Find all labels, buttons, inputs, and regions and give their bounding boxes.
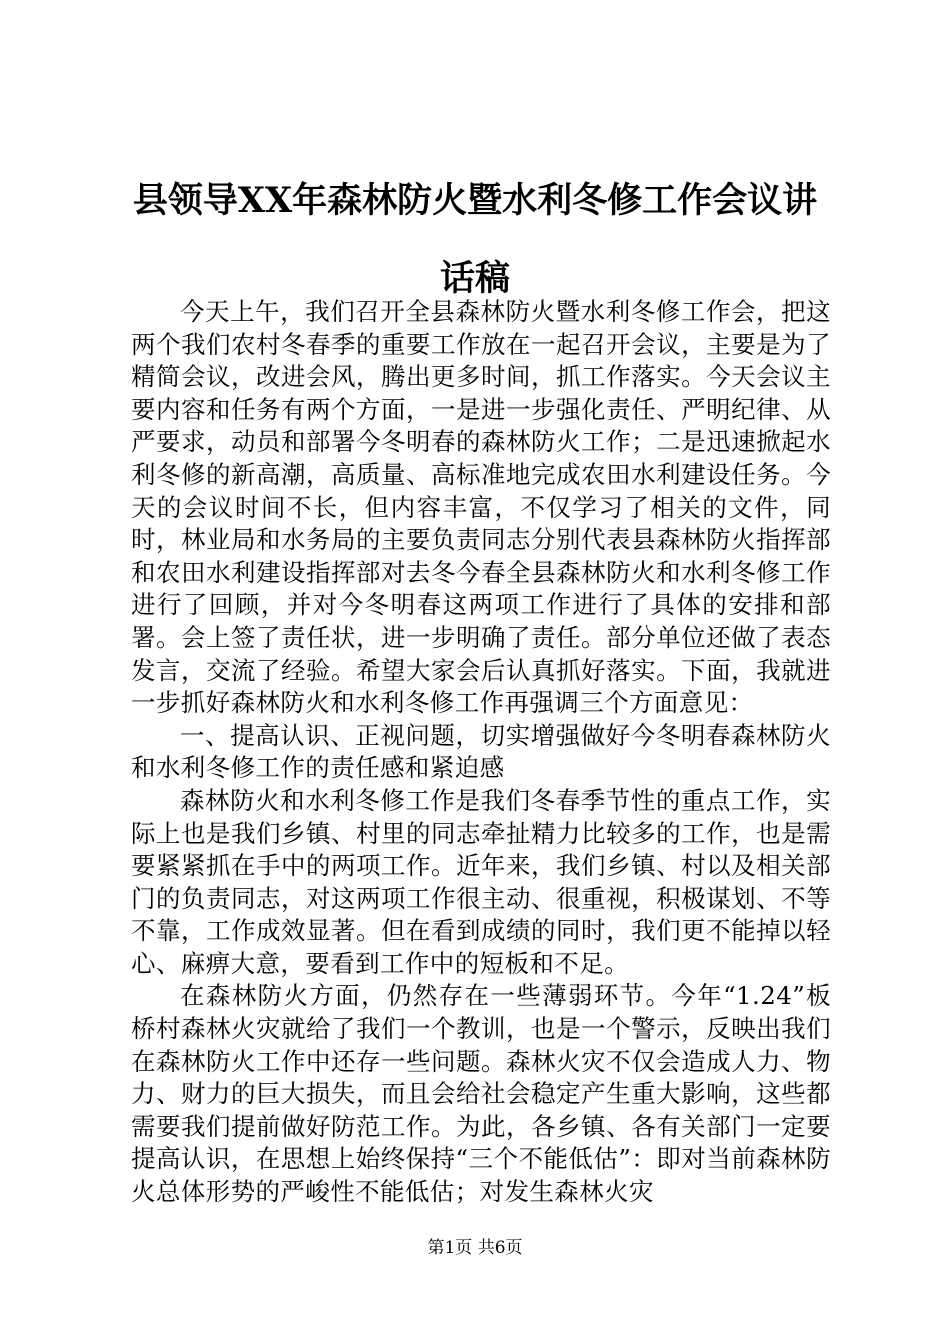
document-body: [131, 296, 831, 1209]
paragraph: 森林防火和水利冬修工作是我们冬春季节性的重点工作，实际上也是我们乡镇、村里的同志牵扯精力比较多的工作，也是需要紧紧抓在手中的两项工作。近年来，我们乡镇、村以及相关部门的负责同志，对这两项工作很主动、很重视，积极谋划、不等不靠，工作成效显著。但在看到成绩的同时，我们更不能掉以轻心、麻痹大意，要看到工作中的短板和不足。: [131, 785, 831, 978]
page-footer: 第1页 共6页: [427, 1238, 523, 1258]
document-title: 县领导XX年森林防火暨水利冬修工作会议讲话稿: [132, 180, 818, 299]
paragraph: 今天上午，我们召开全县森林防火暨水利冬修工作会，把这两个我们农村冬春季的重要工作放在一起召开会议，主要是为了精简会议，改进会风，腾出更多时间，抓工作落实。今天会议主要内容和任务有两个方面，一是进一步强化责任、严明纪律、从严要求，动员和部署今冬明春的森林防火工作；二是迅速掀起水利冬修的新高潮，高质量、高标准地完成农田水利建设任务。今天的会议时间不长，但内容丰富，不仅学习了相关的文件，同时，林业局和水务局的主要负责同志分别代表县森林防火指挥部和农田水利建设指挥部对去冬今春全县森林防火和水利冬修工作进行了回顾，并对今冬明春这两项工作进行了具体的安排和部署。会上签了责任状，进一步明确了责任。部分单位还做了表态发言，交流了经验。希望大家会后认真抓好落实。下面，我就进一步抓好森林防火和水利冬修工作再强调三个方面意见：: [131, 297, 831, 718]
section-heading: 一、提高认识、正视问题，切实增强做好今冬明春森林防火和水利冬修工作的责任感和紧迫感: [131, 720, 831, 783]
paragraph: 在森林防火方面，仍然存在一些薄弱环节。今年“1.24”板桥村森林火灾就给了我们一个教训，也是一个警示，反映出我们在森林防火工作中还存一些问题。森林火灾不仅会造成人力、物力、财力的巨大损失，而且会给社会稳定产生重大影响，这些都需要我们提前做好防范工作。为此，各乡镇、各有关部门一定要提高认识，在思想上始终保持“三个不能低估”：即对当前森林防火总体形势的严峻性不能低估；对发生森林火灾: [131, 981, 831, 1207]
